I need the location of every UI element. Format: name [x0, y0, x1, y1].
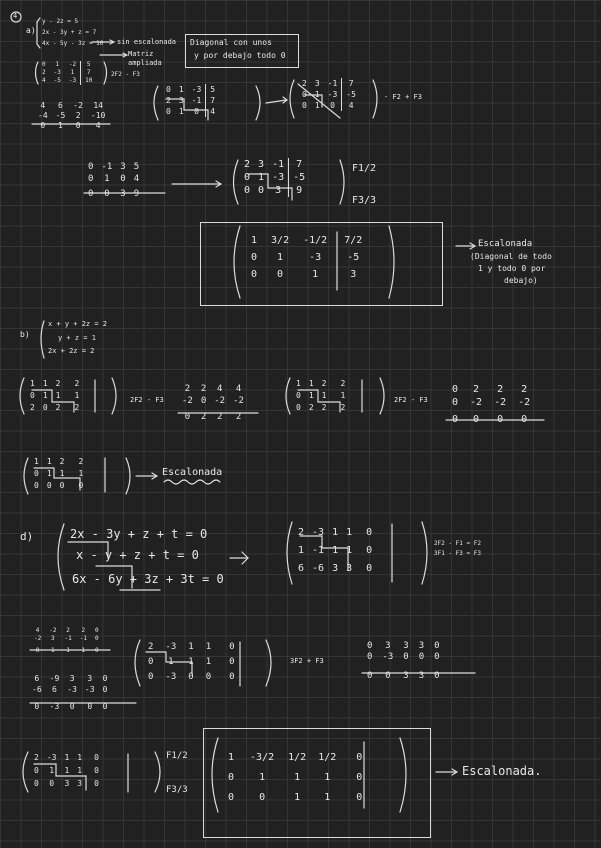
a-note-line4: debajo) — [504, 276, 538, 285]
b-m1-op: 2F2 - F3 — [130, 396, 164, 404]
a-m3-op2: F3/3 — [352, 195, 377, 206]
b-system-eq3: 2x + 2z = 2 — [48, 347, 95, 355]
d-note-escalonada: Escalonada. — [462, 764, 542, 778]
section-d-label: d) — [20, 530, 34, 543]
note-box-line2: y por debajo todo 0 — [194, 51, 286, 60]
a-calc2: 0 -1 3 5 0 1 0 4 0 0 3 9 — [88, 162, 140, 199]
a-matrix-4: 1 3/2 -1/2 7/2 0 1 -3 -5 0 0 1 3 — [251, 235, 363, 280]
d-system-eq3: 6x - 6y + 3z + 3t = 0 — [72, 572, 224, 586]
d-matrix-1: 2 -3 1 1 0 1 -1 1 1 0 6 -6 3 3 0 — [298, 527, 373, 574]
b-calc1: 2 2 4 4 -2 0 -2 -2 0 2 2 2 — [182, 384, 244, 422]
a-matrix-3: 2 3 -1 7 0 1 -3 -5 0 0 3 9 — [240, 158, 309, 197]
d-matrix-3: 2 -3 1 1 0 0 1 1 1 0 0 0 3 3 0 — [34, 753, 99, 788]
d-m1-op1: 2F2 - F1 = F2 — [434, 540, 481, 547]
b-system-eq1: x + y + 2z = 2 — [48, 320, 108, 328]
a-system-eq2: 2x - 3y + z = 7 — [42, 29, 97, 36]
a-m3-op1: F1/2 — [352, 163, 377, 174]
d-m3-op1: F1/2 — [166, 751, 188, 761]
a-note-line3: 1 y todo 0 por — [478, 264, 546, 273]
section-b-label: b) — [20, 330, 30, 339]
b-matrix-1: 1 1 2 2 0 1 1 1 2 0 2 2 — [30, 379, 80, 412]
b-matrix-2: 1 1 2 2 0 1 1 1 0 2 2 2 — [296, 379, 346, 412]
b-system-eq2: y + z = 1 — [58, 334, 96, 342]
note-box-diagonal — [185, 34, 299, 68]
d-matrix-4: 1 -3/2 1/2 1/2 0 0 1 1 1 0 0 0 1 1 0 — [228, 752, 363, 803]
d-calc1: 4 -2 2 2 0 -2 3 -1 -1 0 0 1 1 1 0 — [34, 627, 99, 654]
d-m1-op2: 3F1 - F3 = F3 — [434, 550, 481, 557]
b-note-escalonada: Escalonada — [162, 467, 223, 478]
d-m3-op2: F3/3 — [166, 785, 188, 795]
note-matriz-ampliada: Matriz ampliada — [128, 50, 162, 67]
d-matrix-2: 2 -3 1 1 0 0 1 1 1 0 0 -3 0 0 0 — [148, 642, 235, 682]
a-small-matrix: 0 1 -2 5 2 -3 1 7 4 -5 -3 10 — [38, 61, 96, 85]
d-system-eq2: x - y + z + t = 0 — [76, 548, 199, 562]
section-a-label: a) — [26, 26, 36, 35]
a-note-escalonada: Escalonada — [478, 239, 533, 249]
a-calc1: 4 6 -2 14 -4 -5 2 -10 0 1 0 4 — [38, 101, 106, 130]
d-calc3: 0 3 3 3 0 0 -3 0 0 0 0 0 3 3 0 — [367, 641, 440, 681]
b-matrix-3: 1 1 2 2 0 1 1 1 0 0 0 0 — [34, 457, 84, 490]
b-calc2: 0 2 2 2 0 -2 -2 -2 0 0 0 0 — [452, 384, 531, 425]
note-box-line1: Diagonal con unos — [190, 38, 272, 47]
a-small-op: 2F2 - F3 — [111, 71, 140, 78]
a-system-eq3: 4x - 5y - 3z = 10 — [42, 40, 104, 47]
b-m2-op: 2F2 - F3 — [394, 396, 428, 404]
a-m2-op: - F2 + F3 — [384, 93, 422, 101]
note-sin-escalonada: sin escalonada — [117, 38, 177, 46]
a-matrix-1: 0 1 -3 5 2 3 -1 7 0 1 0 4 — [162, 84, 219, 117]
a-note-line2: (Diagonal de todo — [470, 252, 552, 261]
problem-marker: 4 — [13, 12, 18, 20]
d-system-eq1: 2x - 3y + z + t = 0 — [70, 527, 208, 541]
d-m2-op: 3F2 + F3 — [290, 657, 324, 665]
a-system-eq1: y - 2z = 5 — [42, 18, 79, 25]
a-matrix-2: 2 3 -1 7 0 1 -3 -5 0 1 0 4 — [298, 78, 360, 111]
d-calc2: 6 -9 3 3 0 -6 6 -3 -3 0 0 -3 0 0 0 — [32, 674, 108, 711]
